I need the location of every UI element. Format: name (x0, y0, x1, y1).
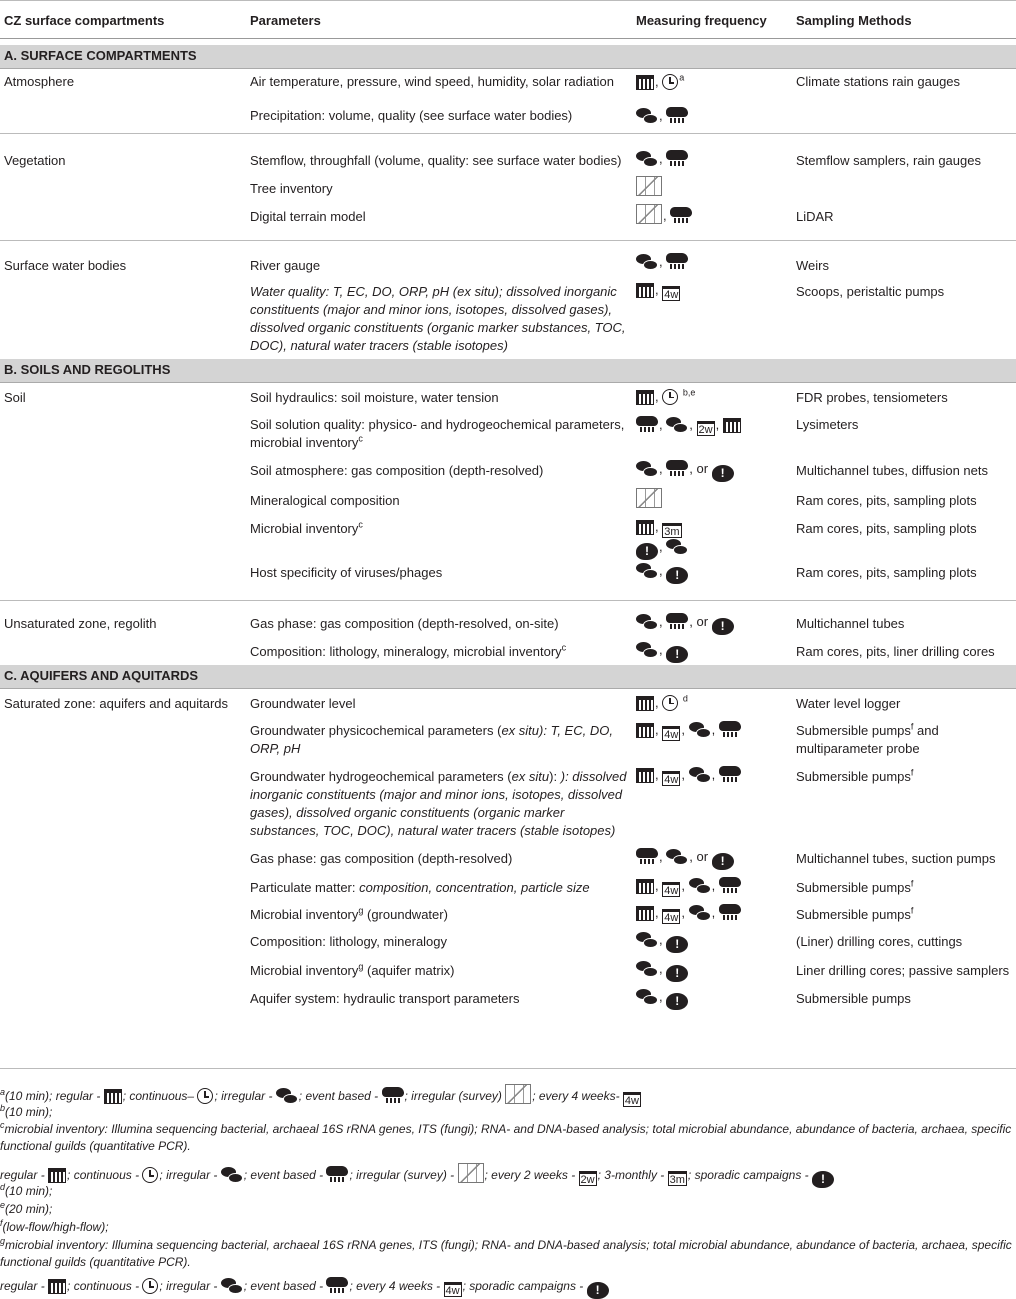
speech-bubble-icon (689, 905, 711, 921)
exclamation-bubble-icon: ! (812, 1171, 834, 1188)
three-months-icon: 3m (662, 523, 681, 538)
table-row: Soil Soil hydraulics: soil moisture, water tension , $^{b,e}$ FDR probes, tensiometers (4, 387, 948, 405)
table-row: Unsaturated zone, regolith Gas phase: gas composition (depth-resolved, on-site) , , or ! Multichannel tubes (4, 613, 905, 633)
calendar-icon (636, 723, 654, 738)
exclamation-bubble-icon: ! (666, 936, 688, 953)
exclamation-bubble-icon: ! (666, 993, 688, 1010)
calendar-icon (636, 696, 654, 711)
two-weeks-icon: 2w (697, 421, 715, 436)
rain-cloud-icon (719, 721, 741, 738)
table-row: Gas phase: gas composition (depth-resolved) , , or ! Multichannel tubes, suction pumps (250, 848, 996, 868)
exclamation-bubble-icon: ! (666, 965, 688, 982)
footnote-b: $^b$(10 min); (0, 1103, 53, 1119)
speech-bubble-icon (221, 1278, 243, 1294)
rain-cloud-icon (670, 207, 692, 224)
speech-bubble-icon (636, 151, 658, 167)
rain-cloud-icon (636, 416, 658, 433)
clock-icon (662, 389, 678, 405)
speech-bubble-icon (666, 849, 688, 865)
footnote-e: $^e$(20 min); (0, 1200, 53, 1216)
map-survey-icon (505, 1084, 531, 1104)
table-row: Water quality: T, EC, DO, ORP, pH (ex situ); dissolved inorganic constituents (major and minor ions, isotopes, dissolved gases), dissolved organic constituents (organic marker substances, TOC, DOC), natural water tracers (stable isotopes) , 4w Scoops, peristaltic pumps (250, 281, 945, 353)
rain-cloud-icon (719, 766, 741, 783)
rain-cloud-icon (666, 460, 688, 477)
three-months-icon: 3m (668, 1171, 687, 1186)
table-row: Saturated zone: aquifers and aquitards Groundwater level , $^d$ Water level logger (4, 693, 901, 711)
speech-bubble-icon (689, 767, 711, 783)
table-row: Tree inventory (0, 170, 1016, 198)
map-survey-icon (458, 1163, 484, 1183)
header-parameters: Parameters (250, 1, 636, 39)
table-row: Groundwater physicochemical parameters (ex situ): T, EC, DO, ORP, pH , 4w , , Submersible pumps$^f$ and multiparameter probe (250, 721, 939, 756)
table-row: Composition: lithology, mineralogy, microbial inventory$^c$ , ! Ram cores, pits, liner drilling cores (250, 641, 995, 661)
header-frequency: Measuring frequency (636, 1, 796, 39)
four-weeks-icon: 4w (662, 882, 680, 897)
table-row: Microbial inventory$^g$ (groundwater) , 4w , , Submersible pumps$^f$ (250, 904, 914, 924)
speech-bubble-icon (636, 989, 658, 1005)
clock-icon (662, 74, 678, 90)
calendar-icon (104, 1089, 122, 1104)
calendar-icon (636, 906, 654, 921)
rain-cloud-icon (326, 1166, 348, 1183)
exclamation-bubble-icon: ! (712, 465, 734, 482)
table-row: Atmosphere Air temperature, pressure, wind speed, humidity, solar radiation , $^a$ Climate stations rain gauges (4, 72, 961, 89)
rain-cloud-icon (666, 613, 688, 630)
footnote-d: $^d$(10 min); (0, 1182, 53, 1198)
table-row: Soil atmosphere: gas composition (depth-resolved) , , or ! Multichannel tubes, diffusion nets (250, 460, 988, 480)
four-weeks-icon: 4w (444, 1282, 462, 1297)
table-row: Digital terrain model , LiDAR (0, 198, 1016, 236)
speech-bubble-icon (666, 539, 688, 555)
footnote-c-legend: regular - ; continuous - ; irregular - ; event based - ; irregular (survey) - ; every 2 weeks - 2w ; 3-monthly - 3m ; sporadic campaigns - ! (0, 1163, 1016, 1188)
table-row: Particulate matter: composition, concentration, particle size , 4w , , Submersible pumps$^f$ (250, 877, 914, 897)
table-row: Vegetation Stemflow, throughfall (volume, quality: see surface water bodies) , Stemflow samplers, rain gauges (4, 150, 981, 168)
speech-bubble-icon (689, 878, 711, 894)
calendar-icon (636, 390, 654, 405)
calendar-icon (723, 418, 741, 433)
calendar-icon (636, 520, 654, 535)
table-row: Microbial inventory$^g$ (aquifer matrix) , ! Liner drilling cores; passive samplers (250, 960, 1010, 980)
speech-bubble-icon (636, 642, 658, 658)
map-survey-icon (636, 488, 662, 508)
two-weeks-icon: 2w (579, 1171, 597, 1186)
clock-icon (142, 1278, 158, 1294)
table-row: Surface water bodies River gauge , Weirs (4, 253, 829, 273)
rain-cloud-icon (382, 1087, 404, 1104)
calendar-icon (48, 1279, 66, 1294)
speech-bubble-icon (221, 1167, 243, 1183)
section-c: C. AQUIFERS AND AQUITARDS (0, 665, 1016, 689)
calendar-icon (636, 283, 654, 298)
rain-cloud-icon (666, 107, 688, 124)
map-survey-icon (636, 204, 662, 224)
section-a: A. SURFACE COMPARTMENTS (0, 45, 1016, 69)
rain-cloud-icon (326, 1277, 348, 1294)
table-row: Groundwater hydrogeochemical parameters (ex situ): ): dissolved inorganic constituents (major and minor ions, isotopes, dissolved gases), dissolved organic constituents (organic marker substances, TOC, DOC), natural water tracers (stable isotopes) , 4w , , Submersible pumps$^f$ (250, 766, 914, 838)
footnote-divider (0, 1068, 1016, 1069)
clock-icon (142, 1167, 158, 1183)
speech-bubble-icon (276, 1088, 298, 1104)
speech-bubble-icon (636, 961, 658, 977)
table-row: Microbial inventory$^c$ , 3m ! , Ram cores, pits, sampling plots (250, 518, 977, 558)
table-row: Host specificity of viruses/phages , ! Ram cores, pits, sampling plots (250, 562, 977, 582)
four-weeks-icon: 4w (662, 771, 680, 786)
rain-cloud-icon (719, 904, 741, 921)
calendar-icon (636, 879, 654, 894)
calendar-icon (636, 75, 654, 90)
calendar-icon (636, 768, 654, 783)
footnote-c: $^c$microbial inventory: Illumina sequencing bacterial, archaeal 16S rRNA genes, ITS (fungi); RNA- and DNA-based analysis; total microbial abundance, abundance of bacteria, archaea, specific functional guilds (quantitative PCR). (0, 1120, 1012, 1153)
exclamation-bubble-icon: ! (712, 618, 734, 635)
footnote-a: $^a$(10 min); regular - ; continuous– ; irregular - ; event based - ; irregular (survey) ; every 4 weeks- 4w (0, 1084, 1016, 1107)
speech-bubble-icon (636, 108, 658, 124)
speech-bubble-icon (666, 417, 688, 433)
map-survey-icon (636, 176, 662, 196)
speech-bubble-icon (689, 722, 711, 738)
rain-cloud-icon (719, 877, 741, 894)
speech-bubble-icon (636, 563, 658, 579)
speech-bubble-icon (636, 614, 658, 630)
exclamation-bubble-icon: ! (666, 646, 688, 663)
exclamation-bubble-icon: ! (666, 567, 688, 584)
clock-icon (197, 1088, 213, 1104)
rain-cloud-icon (636, 848, 658, 865)
table-row: Composition: lithology, mineralogy , ! (Liner) drilling cores, cuttings (250, 931, 963, 951)
calendar-icon (48, 1168, 66, 1183)
rain-cloud-icon (666, 150, 688, 167)
speech-bubble-icon (636, 461, 658, 477)
exclamation-bubble-icon: ! (636, 543, 658, 560)
table-row: Mineralogical composition Ram cores, pits, sampling plots (0, 482, 1016, 510)
speech-bubble-icon (636, 932, 658, 948)
four-weeks-icon: 4w (662, 286, 680, 301)
table-header (0, 1, 1016, 39)
four-weeks-icon: 4w (623, 1092, 641, 1107)
four-weeks-icon: 4w (662, 909, 680, 924)
exclamation-bubble-icon: ! (587, 1282, 609, 1299)
header-cz: CZ surface compartments (0, 1, 250, 39)
speech-bubble-icon (636, 254, 658, 270)
table-row: Aquifer system: hydraulic transport parameters , ! Submersible pumps (250, 988, 911, 1008)
header-methods: Sampling Methods (796, 1, 1016, 39)
section-b: B. SOILS AND REGOLITHS (0, 359, 1016, 383)
clock-icon (662, 695, 678, 711)
table-row: Soil solution quality: physico- and hydrogeochemical parameters, microbial inventory$^c$ , , 2w , Lysimeters (250, 416, 859, 450)
four-weeks-icon: 4w (662, 726, 680, 741)
footnote-g: $^g$microbial inventory: Illumina sequencing bacterial, archaeal 16S rRNA genes, ITS (fungi); RNA- and DNA-based analysis; total microbial abundance, abundance of bacteria, archaea, specific functional guilds (quantitative PCR). (0, 1236, 1012, 1269)
rain-cloud-icon (666, 253, 688, 270)
footnote-g-legend: regular - ; continuous - ; irregular - ; event based - ; every 4 weeks - 4w ; sporadic campaigns - ! (0, 1277, 1016, 1299)
footnote-f: $^f$(low-flow/high-flow); (0, 1218, 109, 1234)
table-row: Precipitation: volume, quality (see surface water bodies) , (0, 107, 1016, 125)
exclamation-bubble-icon: ! (712, 853, 734, 870)
